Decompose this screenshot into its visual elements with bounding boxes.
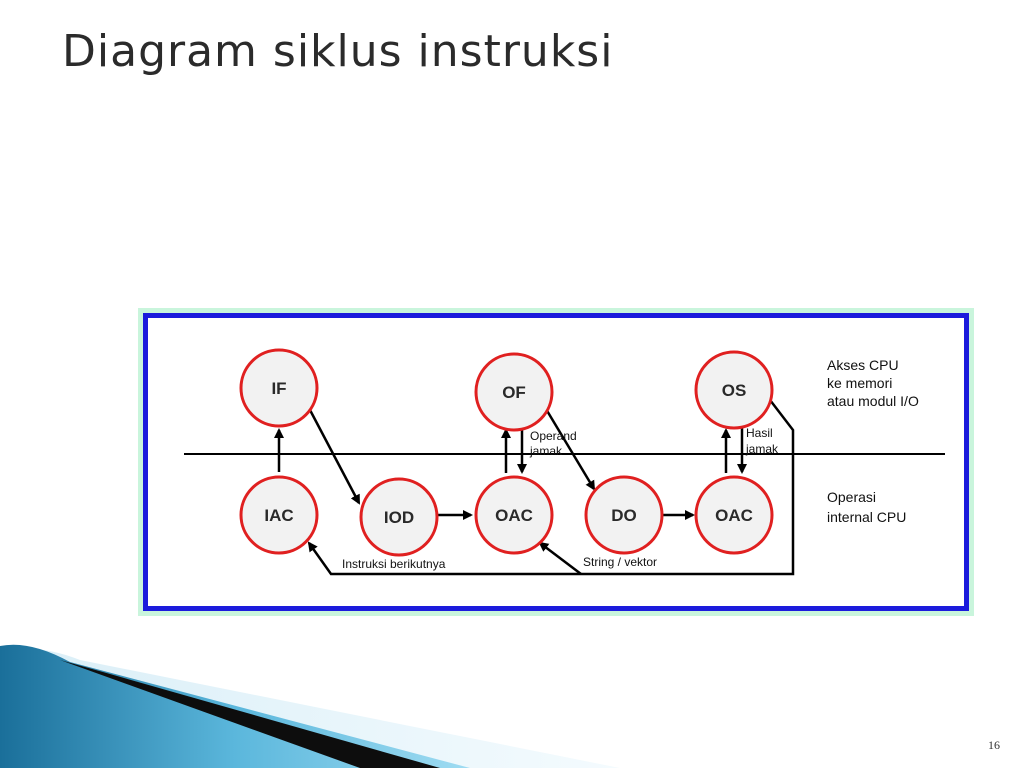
edge-string-oac1 [540, 543, 581, 574]
label-operand-jamak: jamak [530, 444, 563, 458]
side-label-akses-3: atau modul I/O [827, 393, 919, 409]
node-os [696, 352, 772, 428]
diagram-frame [138, 308, 974, 616]
page-number: 16 [988, 738, 1000, 752]
svg-text:IF: IF [271, 379, 287, 398]
side-label-operasi-1: Operasi [827, 489, 877, 505]
svg-text:IOD: IOD [383, 508, 415, 527]
node-oac-1 [476, 477, 552, 553]
instruction-cycle-diagram [138, 308, 974, 616]
label-string-vektor: String / vektor [583, 555, 658, 569]
side-label-operasi-2: internal CPU [827, 509, 907, 525]
node-iod [361, 479, 437, 555]
svg-text:IAC: IAC [264, 506, 294, 525]
node-iac [241, 477, 317, 553]
svg-text:DO: DO [611, 506, 637, 525]
side-label-akses-2: ke memori [827, 375, 893, 391]
svg-text:OF: OF [502, 383, 526, 402]
svg-text:OAC: OAC [495, 506, 533, 525]
side-label-akses-1: Akses CPU [827, 357, 899, 373]
node-if [241, 350, 317, 426]
svg-text:OS: OS [721, 381, 747, 400]
edge-if-iod [310, 410, 359, 503]
node-oac-2 [696, 477, 772, 553]
slide-title: Diagram siklus instruksi [62, 26, 614, 77]
label-instruksi-berikutnya: Instruksi berikutnya [342, 557, 446, 571]
node-do [586, 477, 662, 553]
footer-decoration [0, 640, 1024, 768]
svg-text:OAC: OAC [715, 506, 753, 525]
node-of [476, 354, 552, 430]
label-hasil-jamak: jamak [746, 442, 779, 456]
label-hasil: Hasil [746, 426, 773, 440]
label-operand: Operand [530, 429, 577, 443]
